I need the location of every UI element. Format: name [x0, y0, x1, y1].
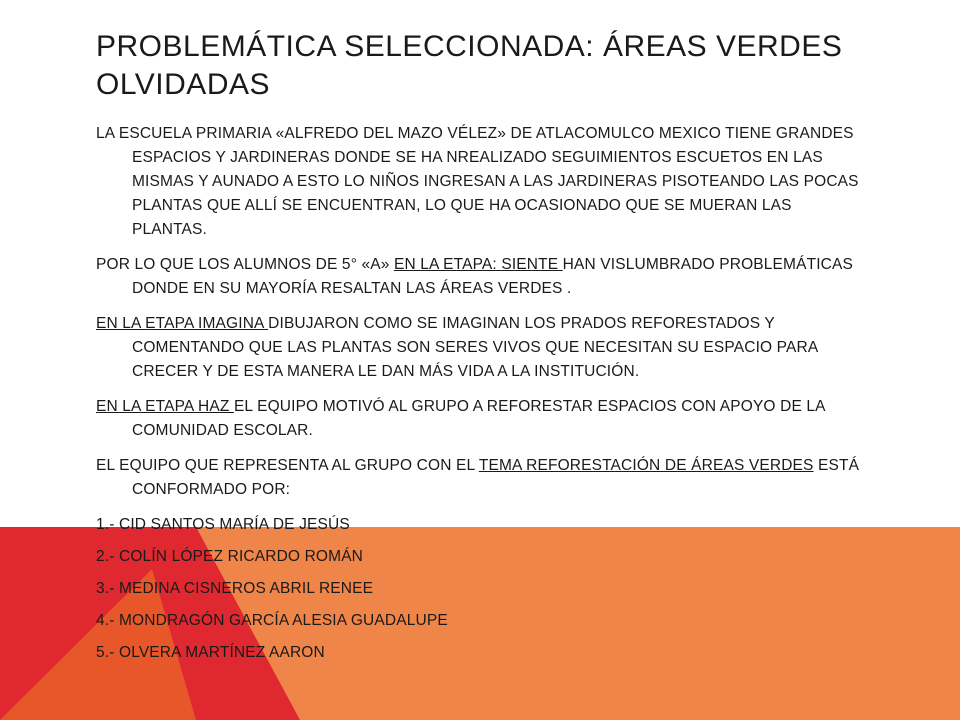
siente-pre: POR LO QUE LOS ALUMNOS DE 5° «A»	[96, 256, 394, 273]
slide-body	[96, 122, 866, 673]
link-etapa-haz[interactable]: EN LA ETAPA HAZ	[96, 398, 234, 415]
list-item: 4.- MONDRAGÓN GARCÍA ALESIA GUADALUPE	[96, 612, 448, 629]
link-en-la[interactable]: EN LA	[96, 315, 146, 332]
equipo-pre: EL EQUIPO QUE REPRESENTA AL GRUPO CON EL	[96, 457, 479, 474]
link-tema-reforestacion[interactable]: TEMA REFORESTACIÓN DE ÁREAS VERDES	[478, 457, 814, 474]
list-item: 2.- COLÍN LÓPEZ RICARDO ROMÁN	[96, 548, 364, 565]
imagina-post: DIBUJARON COMO SE IMAGINAN LOS PRADOS REFORESTADOS Y COMENTANDO QUE LAS PLANTAS SON SERES VIVOS QUE NECESITAN SU ESPACIO PARA CRECER Y DE ESTA MANERA LE DAN MÁS VIDA A LA INSTITUCIÓN.	[132, 315, 818, 380]
paragraph-haz	[96, 395, 866, 443]
members-list	[96, 513, 866, 665]
paragraph-imagina	[96, 312, 866, 384]
list-item: 1.- CID SANTOS MARÍA DE JESÚS	[96, 516, 350, 533]
list-item: 5.- OLVERA MARTÍNEZ AARON	[96, 644, 325, 661]
link-etapa-imagina[interactable]: ETAPA IMAGINA	[145, 315, 269, 332]
haz-post: EL EQUIPO MOTIVÓ AL GRUPO A REFORESTAR ESPACIOS CON APOYO DE LA COMUNIDAD ESCOLAR.	[132, 398, 825, 439]
equipo-post: ESTÁ CONFORMADO POR:	[132, 457, 860, 498]
paragraph-intro: LA ESCUELA PRIMARIA «ALFREDO DEL MAZO VÉLEZ» DE ATLACOMULCO MEXICO TIENE GRANDES ESPACIOS Y JARDINERAS DONDE SE HA NREALIZADO SEGUIMIENTOS ESCUETOS EN LAS MISMAS Y AUNADO A ESTO LO NIÑOS INGRESAN A LAS JARDINERAS PISOTEANDO LAS POCAS PLANTAS QUE ALLÍ SE ENCUENTRAN, LO QUE HA OCASIONADO QUE SE MUERAN LAS PLANTAS.	[96, 125, 859, 238]
paragraph-siente	[96, 253, 866, 301]
siente-post: HAN VISLUMBRADO PROBLEMÁTICAS DONDE EN SU MAYORÍA RESALTAN LAS ÁREAS VERDES .	[132, 256, 853, 297]
slide-title: PROBLEMÁTICA SELECCIONADA: ÁREAS VERDES OLVIDADAS	[96, 30, 843, 101]
list-item: 3.- MEDINA CISNEROS ABRIL RENEE	[96, 580, 374, 597]
link-etapa-siente[interactable]: EN LA ETAPA: SIENTE	[394, 256, 563, 273]
paragraph-equipo	[96, 454, 866, 502]
